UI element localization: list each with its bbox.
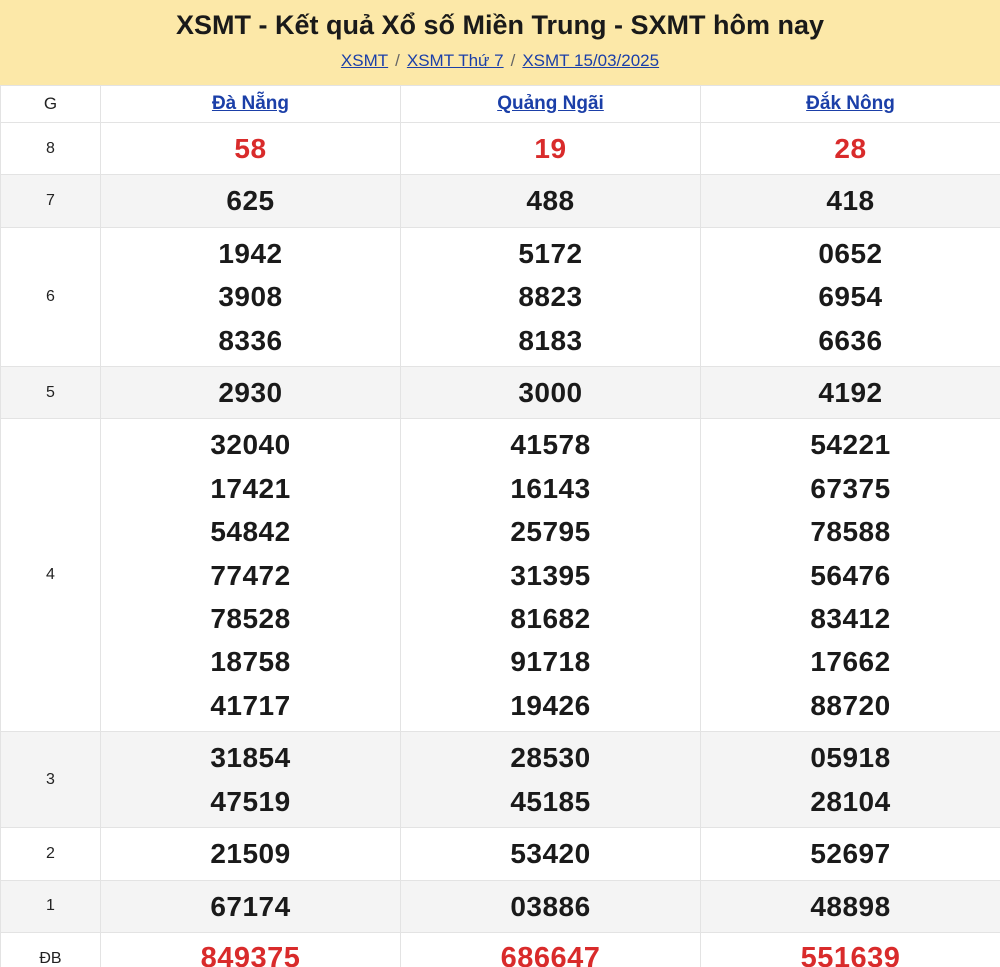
- results-body: [1, 123, 1000, 967]
- breadcrumb-link-xsmt[interactable]: XSMT: [340, 51, 389, 70]
- result-cell-dak-nong: [701, 419, 1000, 732]
- result-number: 6954: [818, 281, 883, 313]
- prize-label: 3: [1, 732, 101, 828]
- prize-label: 8: [1, 123, 101, 175]
- result-number: 32040: [210, 429, 291, 461]
- prize-label: 5: [1, 367, 101, 419]
- result-number: 67375: [810, 472, 891, 504]
- result-cell-dak-nong: [701, 227, 1000, 366]
- result-number: 48898: [810, 890, 891, 922]
- breadcrumb: [0, 51, 1000, 71]
- result-number: 81682: [510, 603, 591, 635]
- prize-label: 1: [1, 880, 101, 932]
- result-number: 4192: [818, 377, 883, 409]
- result-cell-da-nang: [101, 227, 401, 366]
- result-number: 54842: [210, 516, 291, 548]
- result-number: 91718: [510, 646, 591, 678]
- result-number: 21509: [210, 838, 291, 870]
- result-cell-quang-ngai: [401, 880, 701, 932]
- result-number: 6636: [818, 324, 883, 356]
- result-number: 45185: [510, 785, 591, 817]
- result-number: 77472: [210, 559, 291, 591]
- result-number: 58: [234, 133, 267, 164]
- result-number: 47519: [210, 785, 291, 817]
- prize-label: 7: [1, 175, 101, 227]
- province-link-da-nang[interactable]: Đà Nẵng: [211, 93, 290, 114]
- result-number: 28104: [810, 785, 891, 817]
- result-number: 8183: [518, 324, 583, 356]
- result-number: 19426: [510, 689, 591, 721]
- result-number: 52697: [810, 838, 891, 870]
- breadcrumb-link-weekday[interactable]: XSMT Thứ 7: [406, 51, 504, 70]
- result-number: 686647: [500, 941, 601, 967]
- result-number: 17421: [210, 472, 291, 504]
- prize-row-special: [1, 932, 1000, 967]
- result-number: 54221: [810, 429, 891, 461]
- breadcrumb-separator: /: [395, 51, 400, 70]
- result-cell-quang-ngai: [401, 932, 701, 967]
- result-cell-quang-ngai: [401, 367, 701, 419]
- result-number: 488: [526, 185, 575, 217]
- prize-label: 4: [1, 419, 101, 732]
- result-cell-da-nang: [101, 880, 401, 932]
- result-cell-quang-ngai: [401, 227, 701, 366]
- province-header-quang-ngai: [401, 86, 701, 123]
- result-number: 53420: [510, 838, 591, 870]
- result-cell-quang-ngai: [401, 828, 701, 880]
- table-header-row: [1, 86, 1000, 123]
- result-number: 625: [226, 185, 275, 217]
- result-cell-dak-nong: [701, 880, 1000, 932]
- result-number: 2930: [218, 377, 283, 409]
- result-number: 31395: [510, 559, 591, 591]
- results-table: [0, 85, 1000, 967]
- prize-row-8: [1, 123, 1000, 175]
- result-number: 19: [534, 133, 567, 164]
- prize-row-4: [1, 419, 1000, 732]
- result-cell-da-nang: [101, 419, 401, 732]
- province-header-da-nang: [101, 86, 401, 123]
- result-number: 88720: [810, 689, 891, 721]
- province-link-quang-ngai[interactable]: Quảng Ngãi: [497, 93, 604, 114]
- result-number: 1942: [218, 237, 283, 269]
- result-cell-quang-ngai: [401, 123, 701, 175]
- result-number: 849375: [200, 941, 301, 967]
- result-number: 78528: [210, 603, 291, 635]
- breadcrumb-link-date[interactable]: XSMT 15/03/2025: [522, 51, 660, 70]
- result-cell-dak-nong: [701, 367, 1000, 419]
- result-number: 16143: [510, 472, 591, 504]
- result-cell-quang-ngai: [401, 419, 701, 732]
- prize-row-7: [1, 175, 1000, 227]
- result-number: 0652: [818, 237, 883, 269]
- result-number: 8823: [518, 281, 583, 313]
- breadcrumb-separator: /: [510, 51, 516, 70]
- prize-label: 2: [1, 828, 101, 880]
- result-cell-da-nang: [101, 367, 401, 419]
- result-number: 03886: [510, 890, 591, 922]
- result-number: 78588: [810, 516, 891, 548]
- result-number: 41717: [210, 689, 291, 721]
- result-number: 28: [834, 133, 867, 164]
- result-number: 3000: [518, 377, 583, 409]
- prize-row-5: [1, 367, 1000, 419]
- result-cell-quang-ngai: [401, 732, 701, 828]
- result-cell-da-nang: [101, 175, 401, 227]
- result-cell-dak-nong: [701, 932, 1000, 967]
- result-number: 31854: [210, 742, 291, 774]
- result-cell-da-nang: [101, 123, 401, 175]
- prize-row-2: [1, 828, 1000, 880]
- result-number: 8336: [218, 324, 283, 356]
- province-link-dak-nong[interactable]: Đắk Nông: [806, 93, 895, 114]
- result-number: 05918: [810, 742, 891, 774]
- result-number: 41578: [510, 429, 591, 461]
- result-cell-dak-nong: [701, 123, 1000, 175]
- result-cell-da-nang: [101, 932, 401, 967]
- result-number: 83412: [810, 603, 891, 635]
- result-cell-da-nang: [101, 732, 401, 828]
- result-cell-da-nang: [101, 828, 401, 880]
- prize-row-6: [1, 227, 1000, 366]
- page-header: [0, 0, 1000, 85]
- result-number: 56476: [810, 559, 891, 591]
- result-number: 418: [826, 185, 875, 217]
- prize-column-header: G: [1, 86, 101, 123]
- prize-row-1: [1, 880, 1000, 932]
- prize-label: 6: [1, 227, 101, 366]
- result-number: 551639: [800, 941, 901, 967]
- result-number: 3908: [218, 281, 283, 313]
- result-number: 28530: [510, 742, 591, 774]
- result-cell-quang-ngai: [401, 175, 701, 227]
- result-number: 18758: [210, 646, 291, 678]
- result-cell-dak-nong: [701, 732, 1000, 828]
- province-header-dak-nong: [701, 86, 1000, 123]
- prize-row-3: [1, 732, 1000, 828]
- result-cell-dak-nong: [701, 828, 1000, 880]
- result-number: 25795: [510, 516, 591, 548]
- result-number: 17662: [810, 646, 891, 678]
- result-number: 5172: [518, 237, 583, 269]
- result-cell-dak-nong: [701, 175, 1000, 227]
- result-number: 67174: [210, 890, 291, 922]
- page-title: XSMT - Kết quả Xổ số Miền Trung - SXMT hôm nay: [175, 10, 825, 40]
- prize-label: ĐB: [1, 932, 101, 967]
